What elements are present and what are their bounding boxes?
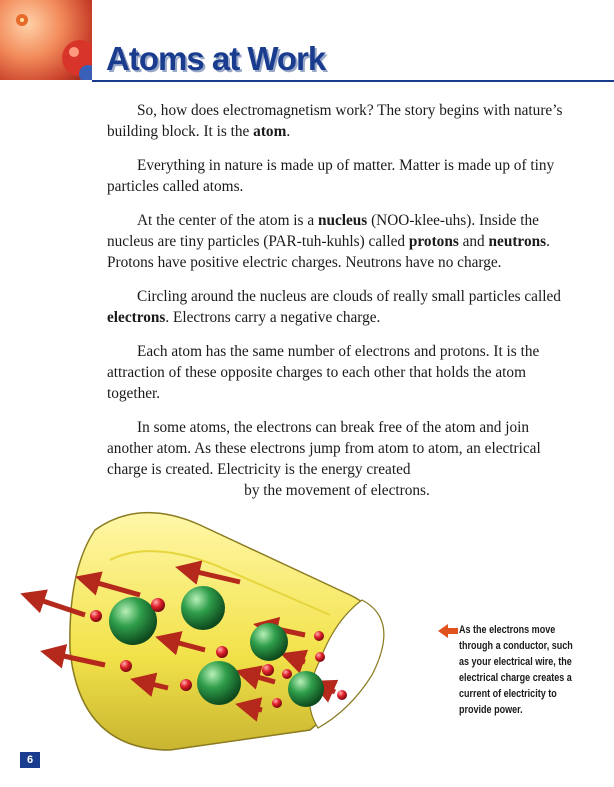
atom-model-icon xyxy=(0,0,92,80)
atom xyxy=(288,671,324,707)
paragraph-3: At the center of the atom is a nucleus (NOO-klee-uhs). Inside the nucleus are tiny particles (PAR-tuh-kuhls) called protons and neutrons. Protons have positive electric charges. Neutrons have no charge. xyxy=(107,212,550,271)
caption-pointer-arrow-icon xyxy=(438,624,458,638)
corner-atom-art xyxy=(0,0,92,80)
electron xyxy=(315,652,325,662)
electron xyxy=(90,610,102,622)
electron xyxy=(314,631,324,641)
electron xyxy=(216,646,228,658)
electron xyxy=(180,679,192,691)
paragraph-4: Circling around the nucleus are clouds of really small particles called electrons. Electrons carry a negative charge. xyxy=(107,288,561,326)
atom xyxy=(250,623,288,661)
electron xyxy=(120,660,132,672)
paragraph-6: In some atoms, the electrons can break free of the atom and join another atom. As these electrons jump from atom to atom, an electrical charge is created. Electricity is the energy created by the movement of electrons. xyxy=(107,419,541,499)
page-number: 6 xyxy=(20,752,40,768)
header-rule xyxy=(92,80,614,82)
article-body xyxy=(107,100,567,514)
electron xyxy=(151,598,165,612)
electron xyxy=(282,669,292,679)
electron xyxy=(337,690,347,700)
page-header xyxy=(92,0,614,80)
paragraph-1: So, how does electromagnetism work? The story begins with nature’s building block. It is the atom. xyxy=(107,102,563,140)
electron xyxy=(262,664,274,676)
illustration-caption: As the electrons move through a conductor, such as your electrical wire, the electrical charge creates a current of electricity to provide power. xyxy=(459,624,573,716)
atom xyxy=(197,661,241,705)
atom xyxy=(181,586,225,630)
atom xyxy=(109,597,157,645)
conductor-illustration xyxy=(0,500,440,760)
electron xyxy=(272,698,282,708)
page-title: Atoms at Work xyxy=(106,40,326,77)
paragraph-2: Everything in nature is made up of matter. Matter is made up of tiny particles called atoms. xyxy=(107,157,555,195)
paragraph-5: Each atom has the same number of electrons and protons. It is the attraction of these opposite charges to each other that holds the atom together. xyxy=(107,343,540,402)
